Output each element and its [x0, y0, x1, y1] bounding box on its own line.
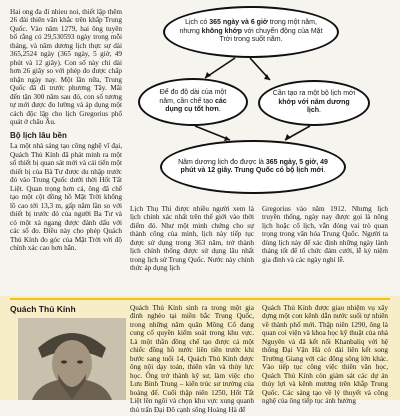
middle-paragraph: Lịch Thụ Thì được nhiều người xem là lịch chính xác nhất trên thế giới vào thời điểm đó. Như một minh chứng cho sự thành công của mình, lịch này tiếp tục được sử dụng trong 363 năm, trở thành lịch chính thống được sử dụng lâu nhất trong lịch sử Trung Quốc. Nước này chính thức áp dụng lịch: [130, 205, 254, 273]
bio-middle-column: [130, 304, 254, 416]
bio-divider: [10, 298, 390, 300]
bubble-new-calendar: Cần tạo ra một bộ lịch mới khớp với năm dương lịch.: [258, 80, 370, 126]
middle-column: [130, 205, 254, 275]
bubble-instruments: Để đo độ dài của một năm, cần chế tạo các dụng cụ tốt hơn.: [138, 78, 248, 126]
bio-title: Quách Thủ Kính: [10, 304, 76, 314]
right-paragraph: Gregorius vào năm 1912. Nhưng lịch truyền thống, ngày nay được gọi là nông lịch hoặc cổ lịch, vẫn đóng vai trò quan trọng trong văn hóa Trung Quốc. Người ta dùng lịch này để xác định những ngày lành tháng tốt để tổ chức đám cưới, lễ kỷ niệm gia đình và các ngày nghỉ lễ.: [262, 205, 388, 264]
bubble-problem: Lịch có 365 ngày và 6 giờ trong một năm, nhưng không khớp với chuyển động của Mặt Trời trong suốt năm.: [163, 6, 339, 58]
bubble-result: Năm dương lịch đo được là 365 ngày, 5 giờ, 49 phút và 12 giây. Trung Quốc có bộ lịch mới.: [160, 140, 346, 194]
bio-right-paragraph: Quách Thủ Kính được giao nhiệm vụ xây dựng một con kênh dẫn nước suối tự nhiên về thành phố mới. Thập niên 1290, ông là quan coi viện và khoa học kỹ thuật của nhà Nguyên và đã kết nối Khanbaliq với hệ thống Đại Vận Hà có dài liên kết song Trường Giang với các đông sông lớn khác. Vào tiếp tục công việc thiên văn học, Quách Thủ Kính còn giảm sát các dự án thủy lợi và kênh mương trên khắp Trung Quốc. Các sáng tạo về lý thuyết và công nghệ của ông tiếp tục ảnh hưởng: [262, 304, 388, 406]
section-paragraph: La một nhà sáng tạo công nghệ vĩ đại, Quách Thủ Kính đã phát minh ra một số thiết bị quan sát mới và cải tiến một thiết bị của Bà Tư được du nhập trước đó vào Trung Quốc dưới thời Hốt Tất Liệt. Quan trọng hơn cả, ông đã chế tạo một cột đồng hồ Mặt Trời khổng lồ cao tới 13,3 m, gấp năm lần so với thiết bị trước đó của người Ba Tư và có một xà ngang được đánh dấu với các số đo. Điều này cho phép Quách Thủ Kính đo góc của Mặt Trời với độ chính xác cao hơn hẳn.: [10, 142, 122, 253]
portrait-image: [18, 318, 126, 400]
bio-right-column: [262, 304, 388, 408]
section-heading: Bộ lịch lâu bền: [10, 130, 67, 140]
intro-paragraph: Hai ong đa đi nhieu noi, thiết lập thêm 26 đài thiên văn khắc trên khắp Trung Quốc. Vào năm 1279, hai ông tuyên bố rằng có 29,530593 ngày trong mỗi tháng, và năm dương lịch thực sự dài 365,2524 ngày (365 ngày, 5 giờ, 49 phút và 12 giây). Con số này chỉ dài hơn 26 giây so với phép đo được chấp nhận ngày nay. Một lần nữa, Trung Quốc đã đi trước phương Tây. Mãi đến tận 300 năm sau đó, con số tương tự mới được đo lường và áp dụng một cách độc lập cho lịch Gregorius phổ quát ở châu Âu.: [10, 8, 122, 127]
portrait-illustration: [18, 318, 126, 400]
right-column: [262, 205, 388, 266]
bio-middle-paragraph: Quách Thủ Kính sinh ra trong một gia đình nghèo tại miền bắc Trung Quốc, trong những năm quân Mông Cổ đang cung cố quyền kiểm soát trong khu vực. Là một thần đồng chế tạo được cả một chiếc đồng hồ nước liên tiền trước khi bước sang tuổi 14, Quách Thủ Kính được ông nội dạy toán, thiên văn và thủy lực học. Ông trở thành kỹ sư, làm việc cho Lưu Bỉnh Trung – kiến trúc sư trưởng của hoàng đế. Cuối thập niên 1250, Hốt Tất Liệt lên ngôi và chọn khu vực xung quanh thủ trấn Đại Đô cạnh sông Hoàng Hà để: [130, 304, 254, 414]
